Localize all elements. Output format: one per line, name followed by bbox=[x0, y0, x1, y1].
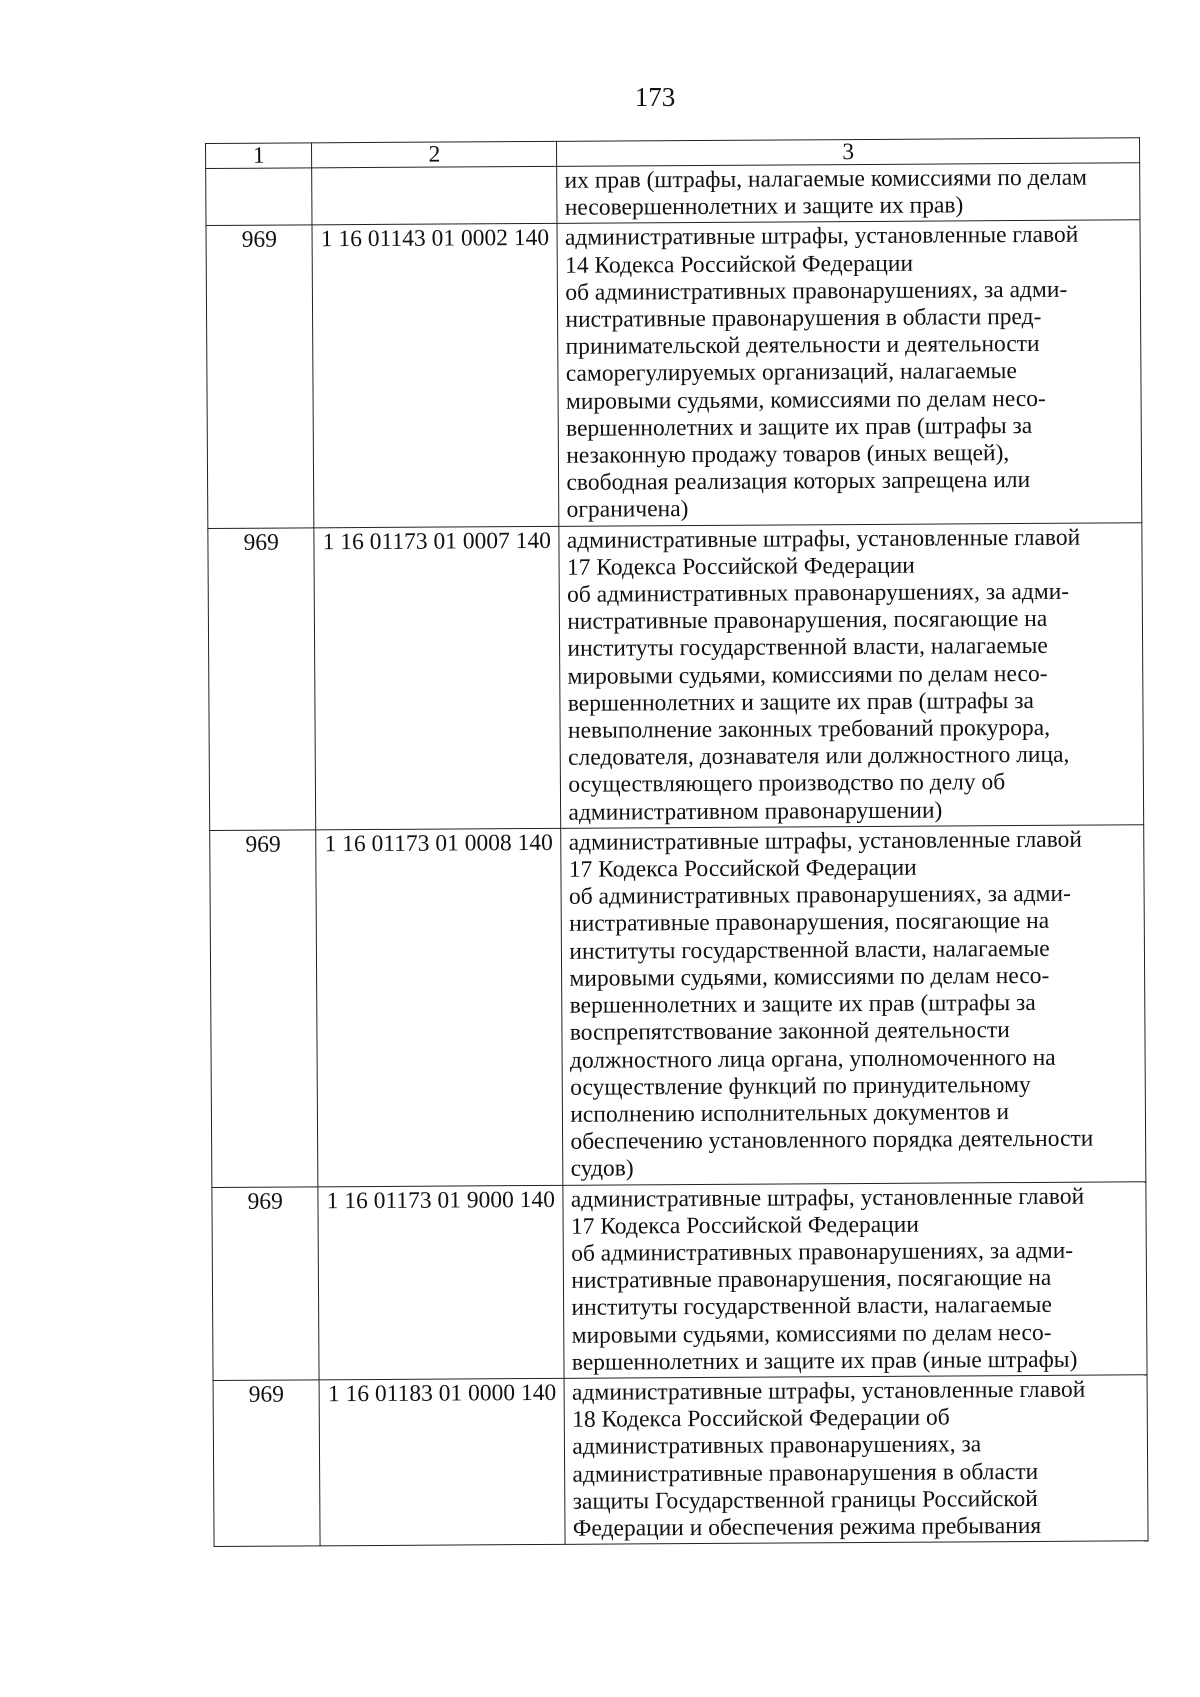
description-line: 17 Кодекса Российской Федерации bbox=[566, 552, 915, 581]
description-cell bbox=[557, 163, 1140, 224]
description-line: несовершеннолетних и защите их прав) bbox=[564, 192, 964, 222]
page-number: 173 bbox=[634, 82, 676, 112]
description-line: мировыми судьями, комиссиями по делам несо- bbox=[571, 1319, 1052, 1349]
admin-code-cell: 969 bbox=[212, 1186, 320, 1380]
table-body bbox=[206, 163, 1148, 1547]
budget-code-cell bbox=[312, 166, 557, 225]
description-line: вершеннолетних и защите их прав (штрафы за bbox=[566, 412, 1033, 442]
description-line: об административных правонарушениях, за адми- bbox=[568, 881, 1071, 911]
description-line: нистративные правонарушения, посягающие на bbox=[571, 1264, 1052, 1294]
description-line: административном правонарушении) bbox=[568, 797, 943, 826]
budget-code-cell: 1 16 01173 01 9000 140 bbox=[318, 1185, 564, 1380]
table-row bbox=[210, 825, 1146, 1187]
column-header-1: 1 bbox=[206, 143, 313, 169]
description-line: административные штрафы, установленные главой bbox=[568, 826, 1083, 856]
description-line: обеспечению установленного порядка деятельности bbox=[570, 1125, 1094, 1155]
description-line: административных правонарушениях, за bbox=[572, 1431, 982, 1461]
description-line: свободная реализация которых запрещена или bbox=[566, 467, 1031, 497]
description-line: 17 Кодекса Российской Федерации bbox=[568, 854, 917, 883]
budget-code-cell: 1 16 01173 01 0008 140 bbox=[316, 828, 563, 1186]
description-line: административные штрафы, установленные главой bbox=[571, 1376, 1086, 1406]
description-line: ограничена) bbox=[566, 496, 689, 524]
description-line: об административных правонарушениях, за адми- bbox=[565, 276, 1068, 306]
admin-code-cell bbox=[206, 168, 313, 226]
description-line: воспрепятствование законной деятельности bbox=[569, 1017, 1010, 1047]
description-line: нистративные правонарушения, посягающие на bbox=[567, 606, 1048, 636]
budget-code-cell: 1 16 01173 01 0007 140 bbox=[314, 526, 561, 830]
description-line: вершеннолетних и защите их прав (штрафы за bbox=[567, 687, 1034, 717]
description-line: об административных правонарушениях, за адми- bbox=[571, 1237, 1074, 1267]
table-row bbox=[208, 522, 1144, 830]
description-cell bbox=[563, 1181, 1147, 1378]
description-line: мировыми судьями, комиссиями по делам несо- bbox=[567, 660, 1048, 690]
table-row bbox=[206, 163, 1140, 226]
description-line: мировыми судьями, комиссиями по делам несо- bbox=[569, 962, 1050, 992]
description-line: об административных правонарушениях, за адми- bbox=[567, 578, 1070, 608]
description-line: их прав (штрафы, налагаемые комиссиями по делам bbox=[564, 164, 1088, 194]
description-line: осуществление функций по принудительному bbox=[570, 1071, 1031, 1101]
description-line: административные штрафы, установленные главой bbox=[566, 524, 1081, 554]
description-line: административные штрафы, установленные главой bbox=[564, 222, 1079, 252]
description-cell bbox=[559, 522, 1143, 828]
description-line: вершеннолетних и защите их прав (штрафы за bbox=[569, 990, 1036, 1019]
description-line: невыполнение законных требований прокурора, bbox=[567, 714, 1051, 744]
description-cell bbox=[557, 220, 1141, 526]
admin-code-cell: 969 bbox=[206, 225, 314, 528]
description-line: нистративные правонарушения, посягающие на bbox=[569, 908, 1050, 938]
column-header-2: 2 bbox=[312, 141, 557, 167]
description-line: вершеннолетних и защите их прав (иные штрафы) bbox=[571, 1346, 1078, 1376]
table-row bbox=[213, 1375, 1148, 1547]
description-cell bbox=[564, 1375, 1148, 1545]
description-line: должностного лица органа, уполномоченного на bbox=[569, 1044, 1056, 1074]
description-line: мировыми судьями, комиссиями по делам несо- bbox=[565, 385, 1046, 415]
description-line: Федерации и обеспечения режима пребывания bbox=[572, 1512, 1042, 1542]
description-line: нистративные правонарушения в области пред- bbox=[565, 303, 1042, 333]
description-line: административные штрафы, установленные главой bbox=[570, 1183, 1085, 1213]
column-header-3: 3 bbox=[557, 138, 1140, 167]
description-cell bbox=[561, 825, 1146, 1185]
description-line: незаконную продажу товаров (иных вещей), bbox=[566, 440, 1010, 469]
description-line: 17 Кодекса Российской Федерации bbox=[570, 1211, 919, 1240]
description-line: принимательской деятельности и деятельности bbox=[565, 331, 1040, 361]
description-line: саморегулируемых организаций, налагаемые bbox=[565, 358, 1017, 388]
table-row bbox=[206, 220, 1142, 528]
admin-code-cell: 969 bbox=[213, 1380, 320, 1547]
description-line: институты государственной власти, налагаемые bbox=[569, 935, 1050, 965]
description-line: институты государственной власти, налагаемые bbox=[571, 1292, 1052, 1322]
budget-codes-table bbox=[205, 137, 1149, 1547]
budget-code-cell: 1 16 01183 01 0000 140 bbox=[320, 1378, 566, 1546]
description-line: осуществляющего производство по делу об bbox=[568, 769, 1006, 799]
description-line: защиты Государственной границы Российской bbox=[572, 1485, 1038, 1515]
description-line: административные правонарушения в области bbox=[572, 1458, 1039, 1488]
description-line: следователя, дознавателя или должностного лица, bbox=[568, 741, 1070, 772]
admin-code-cell: 969 bbox=[208, 527, 316, 830]
description-line: судов) bbox=[570, 1155, 634, 1183]
budget-code-cell: 1 16 01143 01 0002 140 bbox=[312, 224, 559, 528]
description-line: 18 Кодекса Российской Федерации об bbox=[572, 1404, 950, 1433]
description-line: 14 Кодекса Российской Федерации bbox=[565, 250, 914, 279]
table-row bbox=[212, 1181, 1147, 1380]
admin-code-cell: 969 bbox=[210, 830, 319, 1187]
description-line: институты государственной власти, налагаемые bbox=[567, 633, 1048, 663]
description-line: исполнению исполнительных документов и bbox=[570, 1099, 1010, 1128]
